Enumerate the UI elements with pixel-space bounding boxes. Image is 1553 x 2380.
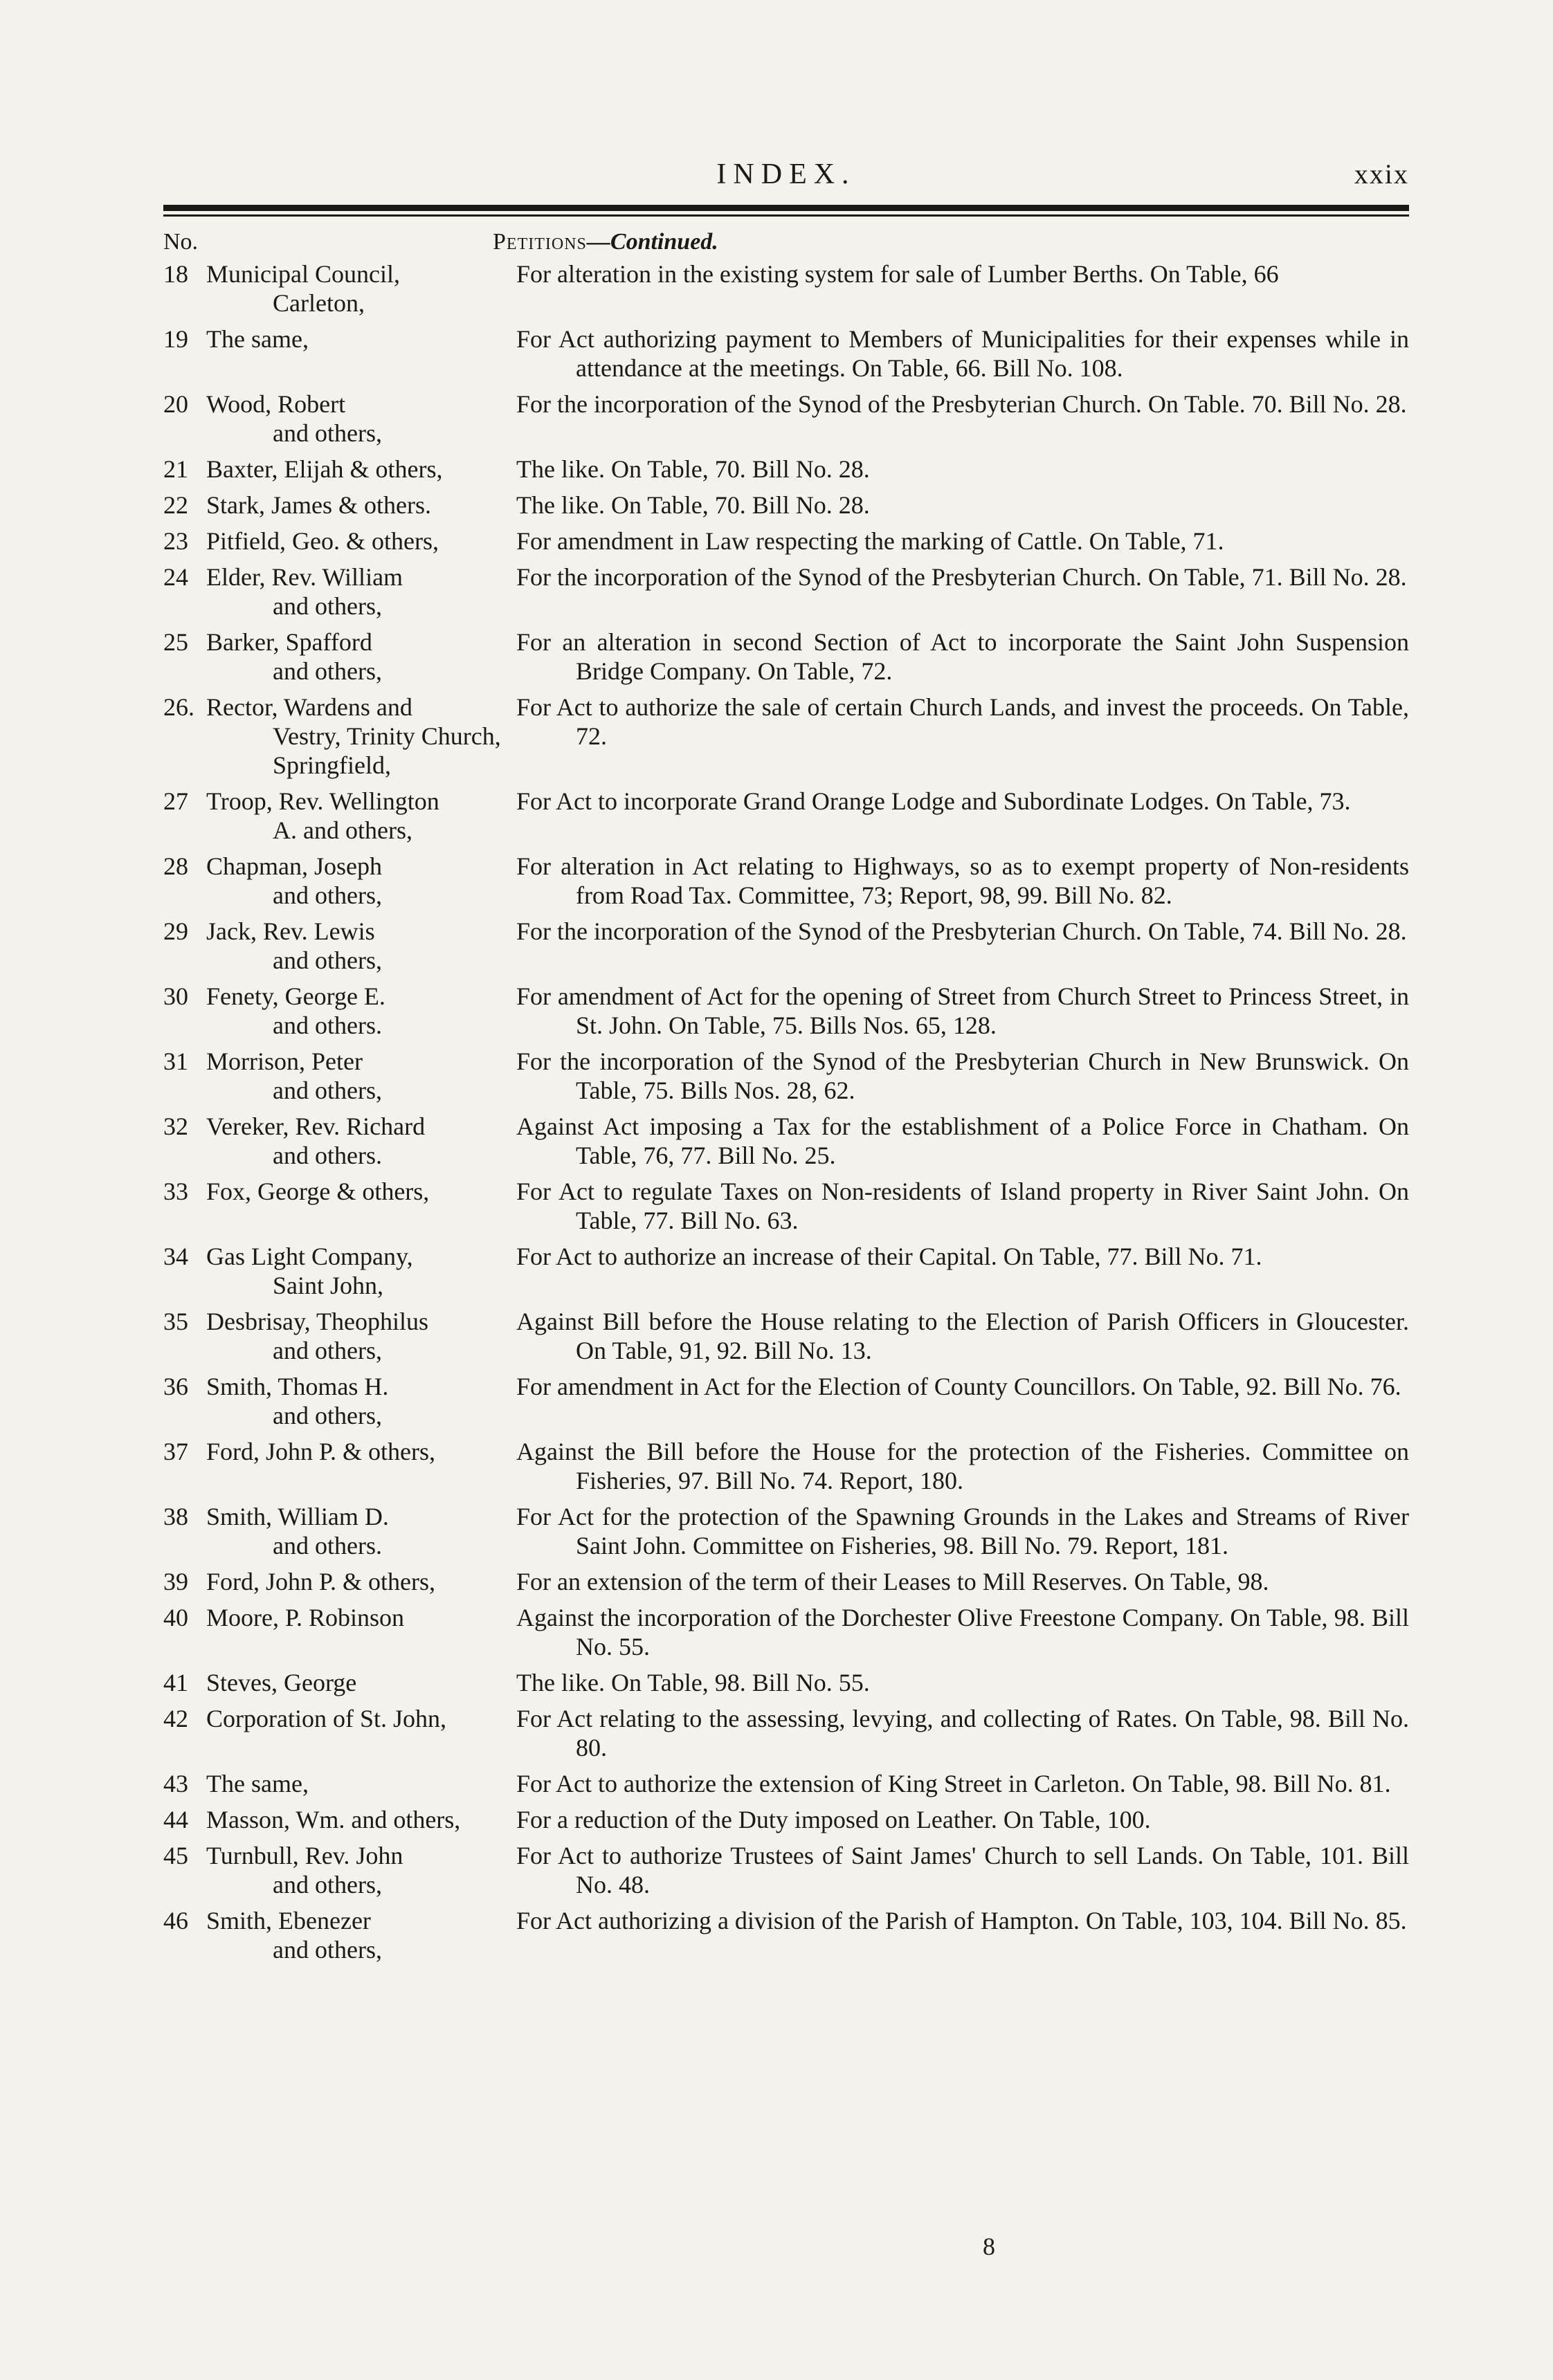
entry-number: 34 [163, 1243, 188, 1270]
petitioner-name-line: Moore, P. Robinson [206, 1604, 405, 1631]
petition-description: For alteration in Act relating to Highways, so as to exempt property of Non-residents from Road Tax. Committee, 73; Report, 98, 99. Bill No. 82. [516, 852, 1409, 909]
petitioner-name [206, 1307, 516, 1365]
section-label: Petitions [493, 229, 587, 255]
petitioner-name [206, 1437, 516, 1495]
petition-entry [163, 693, 1409, 780]
petitioner-name-line: Baxter, Elijah & others, [206, 455, 443, 483]
entry-number: 44 [163, 1806, 188, 1833]
petitioner-name [206, 1841, 516, 1899]
petition-description: For the incorporation of the Synod of the Presbyterian Church. On Table. 70. Bill No. 28. [516, 390, 1407, 418]
petition-description: For amendment in Law respecting the marking of Cattle. On Table, 71. [516, 527, 1224, 555]
index-page [163, 152, 1409, 1971]
petition-entry [163, 1437, 1409, 1495]
petitioner-name [206, 259, 516, 318]
petition-entry [163, 917, 1409, 975]
entry-number: 29 [163, 917, 188, 945]
petitioner-name [206, 1769, 516, 1798]
petitioner-name [206, 1502, 516, 1560]
petitioner-name-line: Fenety, George E. [206, 982, 385, 1010]
petitioner-name-line: Wood, Robert [206, 390, 346, 418]
petitioner-name-continuation: and others, [273, 1337, 382, 1364]
petitioner-name [206, 1372, 516, 1430]
entry-number: 32 [163, 1113, 188, 1140]
petitioner-name-line: The same, [206, 1770, 309, 1797]
petitioner-name-continuation: and others. [273, 1142, 382, 1169]
petition-description: For Act to authorize the sale of certain Church Lands, and invest the proceeds. On Table, 72. [516, 693, 1409, 750]
entry-number: 43 [163, 1770, 188, 1797]
petition-description: Against the incorporation of the Dorchester Olive Freestone Company. On Table, 98. Bill No. 55. [516, 1604, 1409, 1660]
petitioner-name [206, 1906, 516, 1964]
entry-number: 37 [163, 1438, 188, 1465]
entry-number: 22 [163, 491, 188, 519]
petitioner-name-line: Corporation of St. John, [206, 1705, 446, 1732]
header-rule-thick [163, 205, 1409, 211]
petition-description: For Act for the protection of the Spawning Grounds in the Lakes and Streams of River Saint John. Committee on Fisheries, 98. Bill No. 79. Report, 181. [516, 1503, 1409, 1559]
petition-entry [163, 982, 1409, 1040]
petitioner-name [206, 1177, 516, 1235]
petition-entry [163, 1841, 1409, 1899]
entry-number: 38 [163, 1503, 188, 1530]
petitioner-name-line: The same, [206, 325, 309, 353]
petition-description: For Act relating to the assessing, levying, and collecting of Rates. On Table, 98. Bill No. 80. [516, 1705, 1409, 1761]
petitioner-name-line: Desbrisay, Theophilus [206, 1308, 428, 1335]
petitioner-name [206, 1047, 516, 1105]
page-number: xxix [1354, 158, 1409, 190]
petition-description: The like. On Table, 70. Bill No. 28. [516, 491, 870, 519]
petition-description: For Act to regulate Taxes on Non-residents of Island property in River Saint John. On Table, 77. Bill No. 63. [516, 1178, 1409, 1234]
page-title: INDEX. [716, 158, 856, 190]
petitioner-name [206, 455, 516, 484]
petitioner-name-continuation: and others, [273, 946, 382, 974]
number-column-heading: No. [163, 229, 199, 255]
entry-number: 46 [163, 1907, 188, 1934]
petitioner-name-continuation: and others, [273, 881, 382, 909]
petitioner-name-line: Municipal Council, [206, 260, 400, 288]
petition-description: For amendment of Act for the opening of Street from Church Street to Princess Street, in St. John. On Table, 75. Bills Nos. 65, 128. [516, 982, 1409, 1039]
petitioner-name [206, 491, 516, 520]
petitioner-name-line: Smith, William D. [206, 1503, 389, 1530]
petition-description: For Act to incorporate Grand Orange Lodge and Subordinate Lodges. On Table, 73. [516, 787, 1351, 815]
petitioner-name-continuation: A. and others, [273, 816, 412, 844]
petitioner-name [206, 628, 516, 686]
petition-description: Against Act imposing a Tax for the establishment of a Police Force in Chatham. On Table, 76, 77. Bill No. 25. [516, 1113, 1409, 1169]
petitioner-name [206, 390, 516, 448]
petition-entry [163, 1502, 1409, 1560]
petitioner-name-line: Pitfield, Geo. & others, [206, 527, 439, 555]
petition-description: For Act to authorize an increase of their Capital. On Table, 77. Bill No. 71. [516, 1243, 1262, 1270]
entry-number: 24 [163, 563, 188, 591]
petition-description: Against Bill before the House relating to the Election of Parish Officers in Gloucester. On Table, 91, 92. Bill No. 13. [516, 1308, 1409, 1364]
petition-entry [163, 562, 1409, 621]
petitioner-name [206, 562, 516, 621]
petitioner-name-continuation: and others, [273, 592, 382, 620]
entry-number: 39 [163, 1568, 188, 1595]
petition-description: For Act to authorize the extension of King Street in Carleton. On Table, 98. Bill No. 81. [516, 1770, 1391, 1797]
petitioner-name-line: Rector, Wardens and [206, 693, 412, 721]
petition-description: For the incorporation of the Synod of the Presbyterian Church. On Table, 71. Bill No. 28. [516, 563, 1407, 591]
petitioner-name-continuation: and others, [273, 657, 382, 685]
page-header [163, 152, 1409, 203]
petition-description: The like. On Table, 98. Bill No. 55. [516, 1669, 870, 1696]
petition-entry [163, 1567, 1409, 1596]
petition-entries [163, 259, 1409, 1964]
petition-entry [163, 1112, 1409, 1170]
entry-number: 28 [163, 852, 188, 880]
petitioner-name [206, 787, 516, 845]
petitioner-name [206, 693, 516, 780]
petitioner-name [206, 1567, 516, 1596]
petition-entry [163, 1668, 1409, 1697]
petition-description: For an extension of the term of their Leases to Mill Reserves. On Table, 98. [516, 1568, 1269, 1595]
petition-entry [163, 628, 1409, 686]
entry-number: 21 [163, 455, 188, 483]
petitioner-name-continuation: and others. [273, 1012, 382, 1039]
entry-number: 33 [163, 1178, 188, 1205]
petitioner-name-line: Jack, Rev. Lewis [206, 917, 375, 945]
petitioner-name [206, 1242, 516, 1300]
petition-description: For Act authorizing payment to Members of Municipalities for their expenses while in attendance at the meetings. On Table, 66. Bill No. 108. [516, 325, 1409, 382]
petitioner-name-line: Fox, George & others, [206, 1178, 430, 1205]
entry-number: 45 [163, 1842, 188, 1869]
entry-number: 25 [163, 628, 188, 656]
petitioner-name-line: Steves, George [206, 1669, 357, 1696]
petitioner-name [206, 982, 516, 1040]
petition-description: For Act authorizing a division of the Parish of Hampton. On Table, 103, 104. Bill No. 85. [516, 1907, 1407, 1934]
petition-description: For an alteration in second Section of Act to incorporate the Saint John Suspension Bridge Company. On Table, 72. [516, 628, 1409, 685]
petition-entry [163, 1307, 1409, 1365]
petition-entry [163, 1242, 1409, 1300]
petition-entry [163, 324, 1409, 383]
petitioner-name-line: Smith, Thomas H. [206, 1373, 389, 1400]
petitioner-name-continuation: Springfield, [273, 751, 391, 779]
petition-description: For the incorporation of the Synod of the Presbyterian Church in New Brunswick. On Table, 75. Bills Nos. 28, 62. [516, 1047, 1409, 1104]
petition-description: For Act to authorize Trustees of Saint James' Church to sell Lands. On Table, 101. Bill No. 48. [516, 1842, 1409, 1898]
petitioner-name-continuation: Saint John, [273, 1272, 384, 1299]
petitioner-name-line: Ford, John P. & others, [206, 1568, 436, 1595]
petitioner-name [206, 1112, 516, 1170]
petitioner-name-continuation: and others, [273, 419, 382, 447]
section-heading [493, 229, 718, 255]
petitioner-name-line: Turnbull, Rev. John [206, 1842, 403, 1869]
entry-number: 41 [163, 1669, 188, 1696]
petitioner-name-line: Vereker, Rev. Richard [206, 1113, 426, 1140]
petitioner-name [206, 917, 516, 975]
petition-entry [163, 1603, 1409, 1661]
petition-description: The like. On Table, 70. Bill No. 28. [516, 455, 870, 483]
petitioner-name [206, 1704, 516, 1762]
petition-entry [163, 852, 1409, 910]
petitioner-name-line: Smith, Ebenezer [206, 1907, 371, 1934]
petitioner-name-line: Masson, Wm. and others, [206, 1806, 461, 1833]
entry-number: 35 [163, 1308, 188, 1335]
petition-entry [163, 455, 1409, 484]
petition-entry [163, 1047, 1409, 1105]
petition-description: For amendment in Act for the Election of County Councillors. On Table, 92. Bill No. 76. [516, 1373, 1401, 1400]
petition-entry [163, 1906, 1409, 1964]
petition-entry [163, 259, 1409, 318]
petitioner-name-continuation: and others. [273, 1532, 382, 1559]
petitioner-name-line: Ford, John P. & others, [206, 1438, 436, 1465]
petition-entry [163, 787, 1409, 845]
petitioner-name-continuation: and others, [273, 1077, 382, 1104]
entry-number: 18 [163, 260, 188, 288]
entry-number: 26. [163, 693, 194, 721]
petitioner-name [206, 1603, 516, 1661]
entry-number: 31 [163, 1047, 188, 1075]
petition-entry [163, 1704, 1409, 1762]
petitioner-name [206, 324, 516, 383]
petition-description: For the incorporation of the Synod of the Presbyterian Church. On Table, 74. Bill No. 28. [516, 917, 1407, 945]
petitioner-name-line: Chapman, Joseph [206, 852, 382, 880]
section-suffix: —Continued. [586, 229, 718, 255]
petitioner-name-continuation: and others, [273, 1402, 382, 1429]
petitioner-name [206, 527, 516, 556]
petitioner-name-continuation: and others, [273, 1871, 382, 1898]
petitioner-name-line: Morrison, Peter [206, 1047, 363, 1075]
petition-entry [163, 1372, 1409, 1430]
petition-entry [163, 527, 1409, 556]
header-rule-thin [163, 214, 1409, 217]
entry-number: 19 [163, 325, 188, 353]
entry-number: 36 [163, 1373, 188, 1400]
entry-number: 40 [163, 1604, 188, 1631]
petition-entry [163, 491, 1409, 520]
entry-number: 27 [163, 787, 188, 815]
petitioner-name-line: Stark, James & others. [206, 491, 431, 519]
entry-number: 20 [163, 390, 188, 418]
petitioner-name-line: Troop, Rev. Wellington [206, 787, 439, 815]
petitioner-name-line: Elder, Rev. William [206, 563, 403, 591]
petitioner-name [206, 1668, 516, 1697]
entry-number: 23 [163, 527, 188, 555]
petitioner-name [206, 1805, 516, 1834]
petitioner-name-line: Gas Light Company, [206, 1243, 413, 1270]
petitioner-name-continuation: Carleton, [273, 289, 365, 317]
petition-entry [163, 1805, 1409, 1834]
petitioner-name [206, 852, 516, 910]
petition-description: For a reduction of the Duty imposed on Leather. On Table, 100. [516, 1806, 1151, 1833]
column-headings [163, 229, 1409, 259]
petition-entry [163, 1177, 1409, 1235]
petitioner-name-line: Barker, Spafford [206, 628, 372, 656]
petition-description: Against the Bill before the House for the protection of the Fisheries. Committee on Fisheries, 97. Bill No. 74. Report, 180. [516, 1438, 1409, 1494]
petition-entry [163, 390, 1409, 448]
signature-mark: 8 [983, 2233, 995, 2260]
petitioner-name-continuation: Vestry, Trinity Church, [273, 722, 501, 750]
petition-entry [163, 1769, 1409, 1798]
entry-number: 30 [163, 982, 188, 1010]
petitioner-name-continuation: and others, [273, 1936, 382, 1964]
petition-description: For alteration in the existing system for sale of Lumber Berths. On Table, 66 [516, 260, 1279, 288]
entry-number: 42 [163, 1705, 188, 1732]
